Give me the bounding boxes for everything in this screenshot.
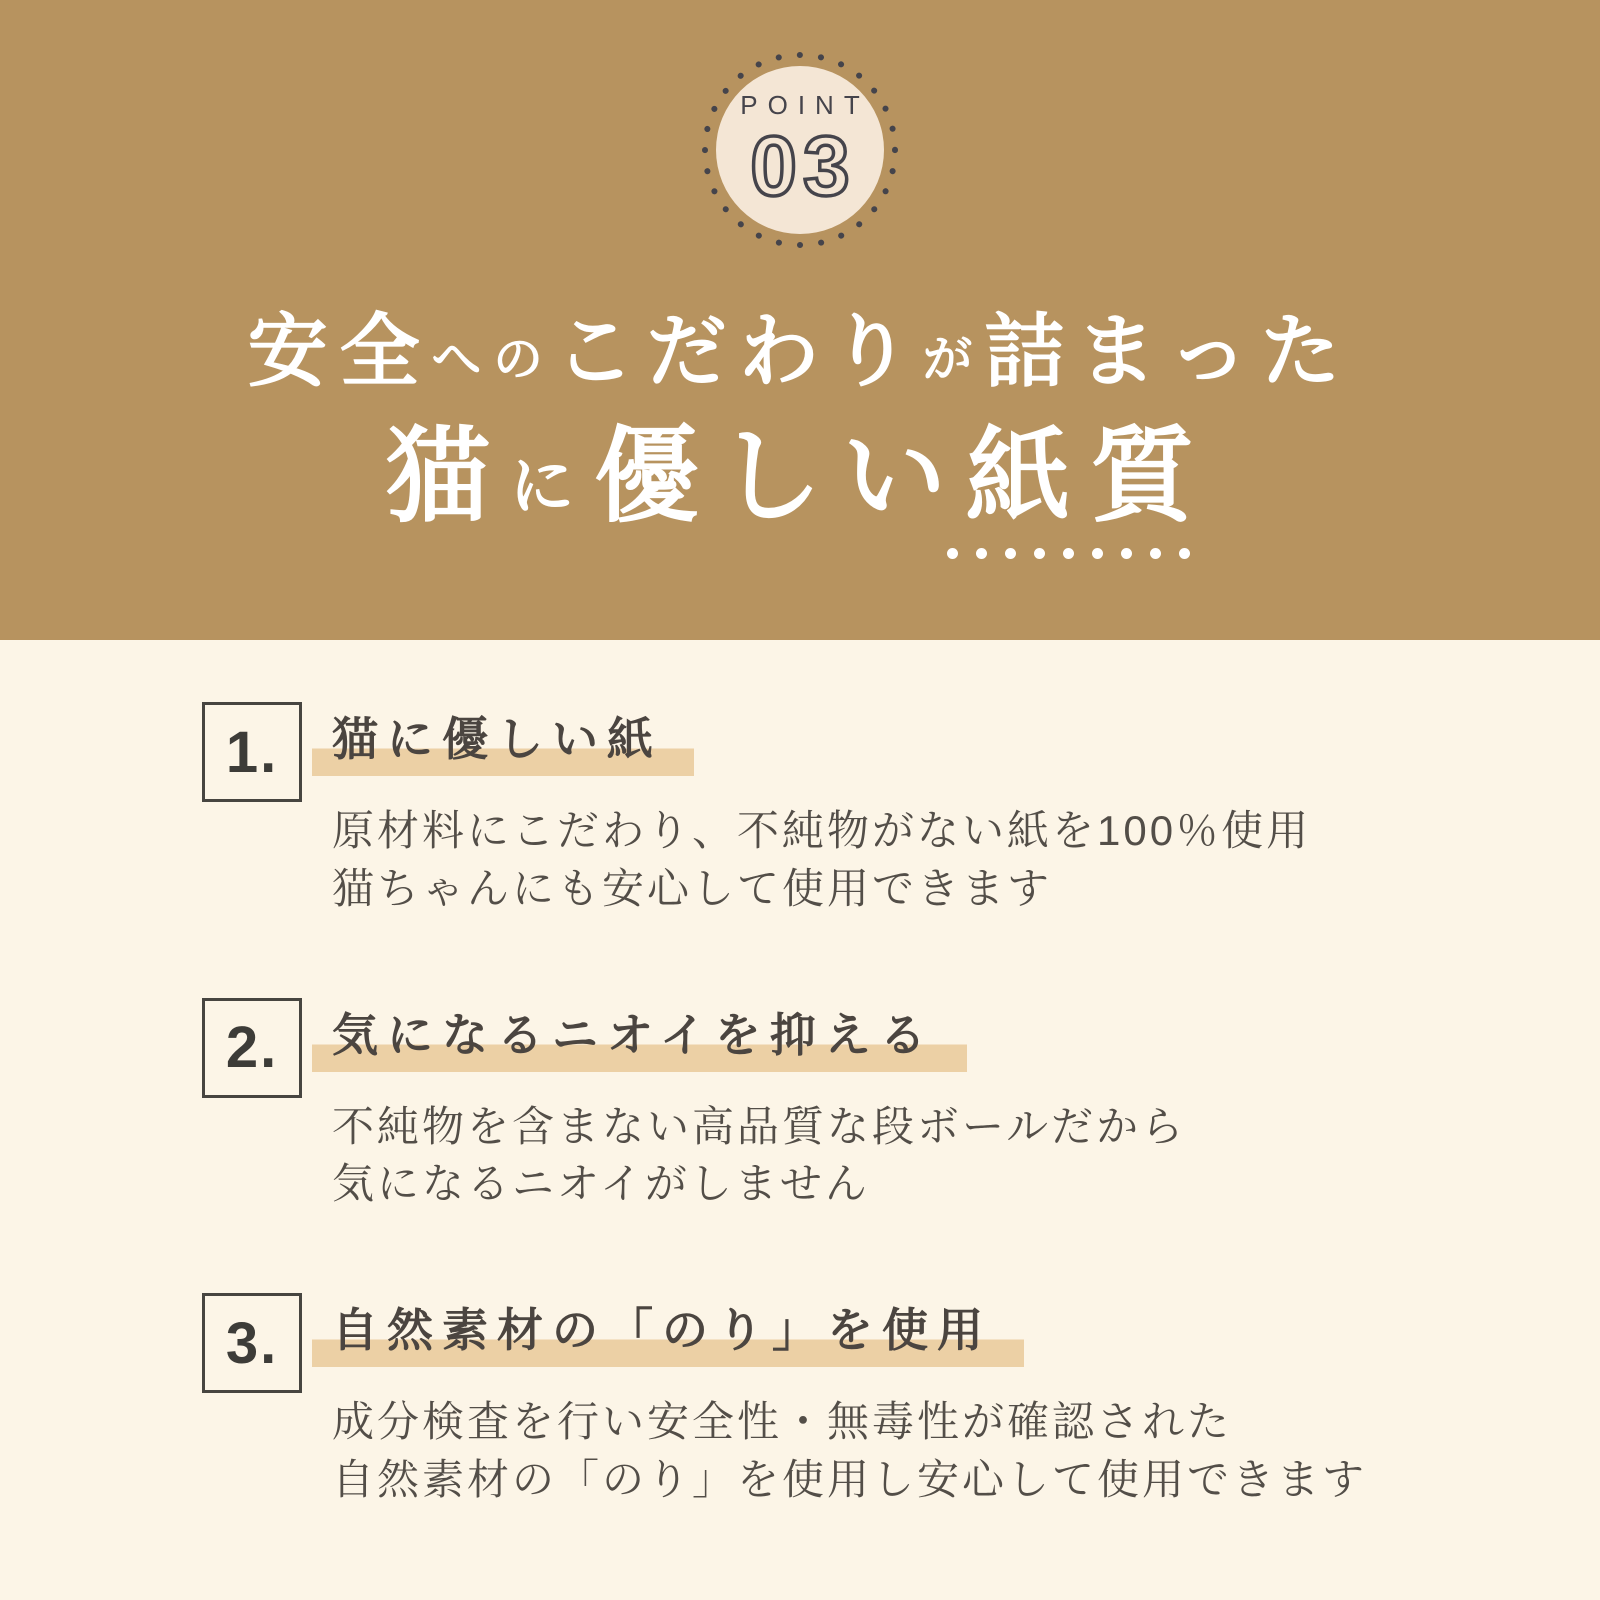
item-title: 気になるニオイを抑える <box>312 1006 967 1072</box>
dotted-underline <box>386 548 1215 559</box>
badge-number: 03 <box>750 119 856 213</box>
headline2-wrap <box>386 420 1215 559</box>
points-section <box>0 640 1600 1600</box>
item-description-line: 原材料にこだわり、不純物がない紙を100％使用 <box>332 806 1312 854</box>
item-description-line: 不純物を含まない高品質な段ボールだから <box>332 1102 1187 1150</box>
point-item-2 <box>202 998 1540 1214</box>
item-description-line: 成分検査を行い安全性・無毒性が確認された <box>332 1398 1233 1446</box>
item-number-box <box>202 998 302 1098</box>
item-description-line: 自然素材の「のり」を使用し安心して使用できます <box>332 1456 1368 1504</box>
underline-dot <box>1121 548 1132 559</box>
point-badge <box>700 50 900 250</box>
underline-dot <box>1063 548 1074 559</box>
hero-section <box>0 0 1600 640</box>
headline1-seg: 詰まった <box>984 307 1353 396</box>
headline1-seg-small: の <box>493 331 555 388</box>
headline2-seg: 猫 <box>385 419 510 535</box>
underline-dot <box>947 548 958 559</box>
headline-line2 <box>386 420 1215 534</box>
item-number: 2. <box>225 1015 279 1081</box>
underline-dot <box>1150 548 1161 559</box>
item-body <box>312 998 1186 1214</box>
underline-dot <box>976 548 987 559</box>
underline-dot <box>1034 548 1045 559</box>
item-number-box <box>202 1293 302 1393</box>
headline1-seg: こだわり <box>554 307 923 396</box>
headline1-seg-small: が <box>922 331 985 388</box>
underline-dot <box>1092 548 1103 559</box>
item-number: 1. <box>225 719 279 785</box>
item-description-line: 猫ちゃんにも安心して使用できます <box>332 864 1053 912</box>
item-number: 3. <box>225 1310 279 1376</box>
headline2-seg: 優しい紙質 <box>594 419 1215 535</box>
item-title: 自然素材の「のり」を使用 <box>312 1301 1024 1367</box>
item-body <box>312 1293 1367 1509</box>
headline1-seg-small: へ <box>431 331 494 388</box>
item-title: 猫に優しい紙 <box>312 710 694 776</box>
item-description-line: 気になるニオイがしません <box>332 1160 870 1208</box>
headline2-seg-small: に <box>509 450 595 523</box>
item-number-box <box>202 702 302 802</box>
headline1-seg: 安全 <box>247 307 432 396</box>
item-body <box>312 702 1311 918</box>
badge-label: POINT <box>740 90 870 120</box>
underline-dot <box>1179 548 1190 559</box>
underline-dot <box>1005 548 1016 559</box>
badge-content <box>700 50 900 250</box>
point-item-3 <box>202 1293 1540 1509</box>
point-item-1 <box>202 702 1540 918</box>
